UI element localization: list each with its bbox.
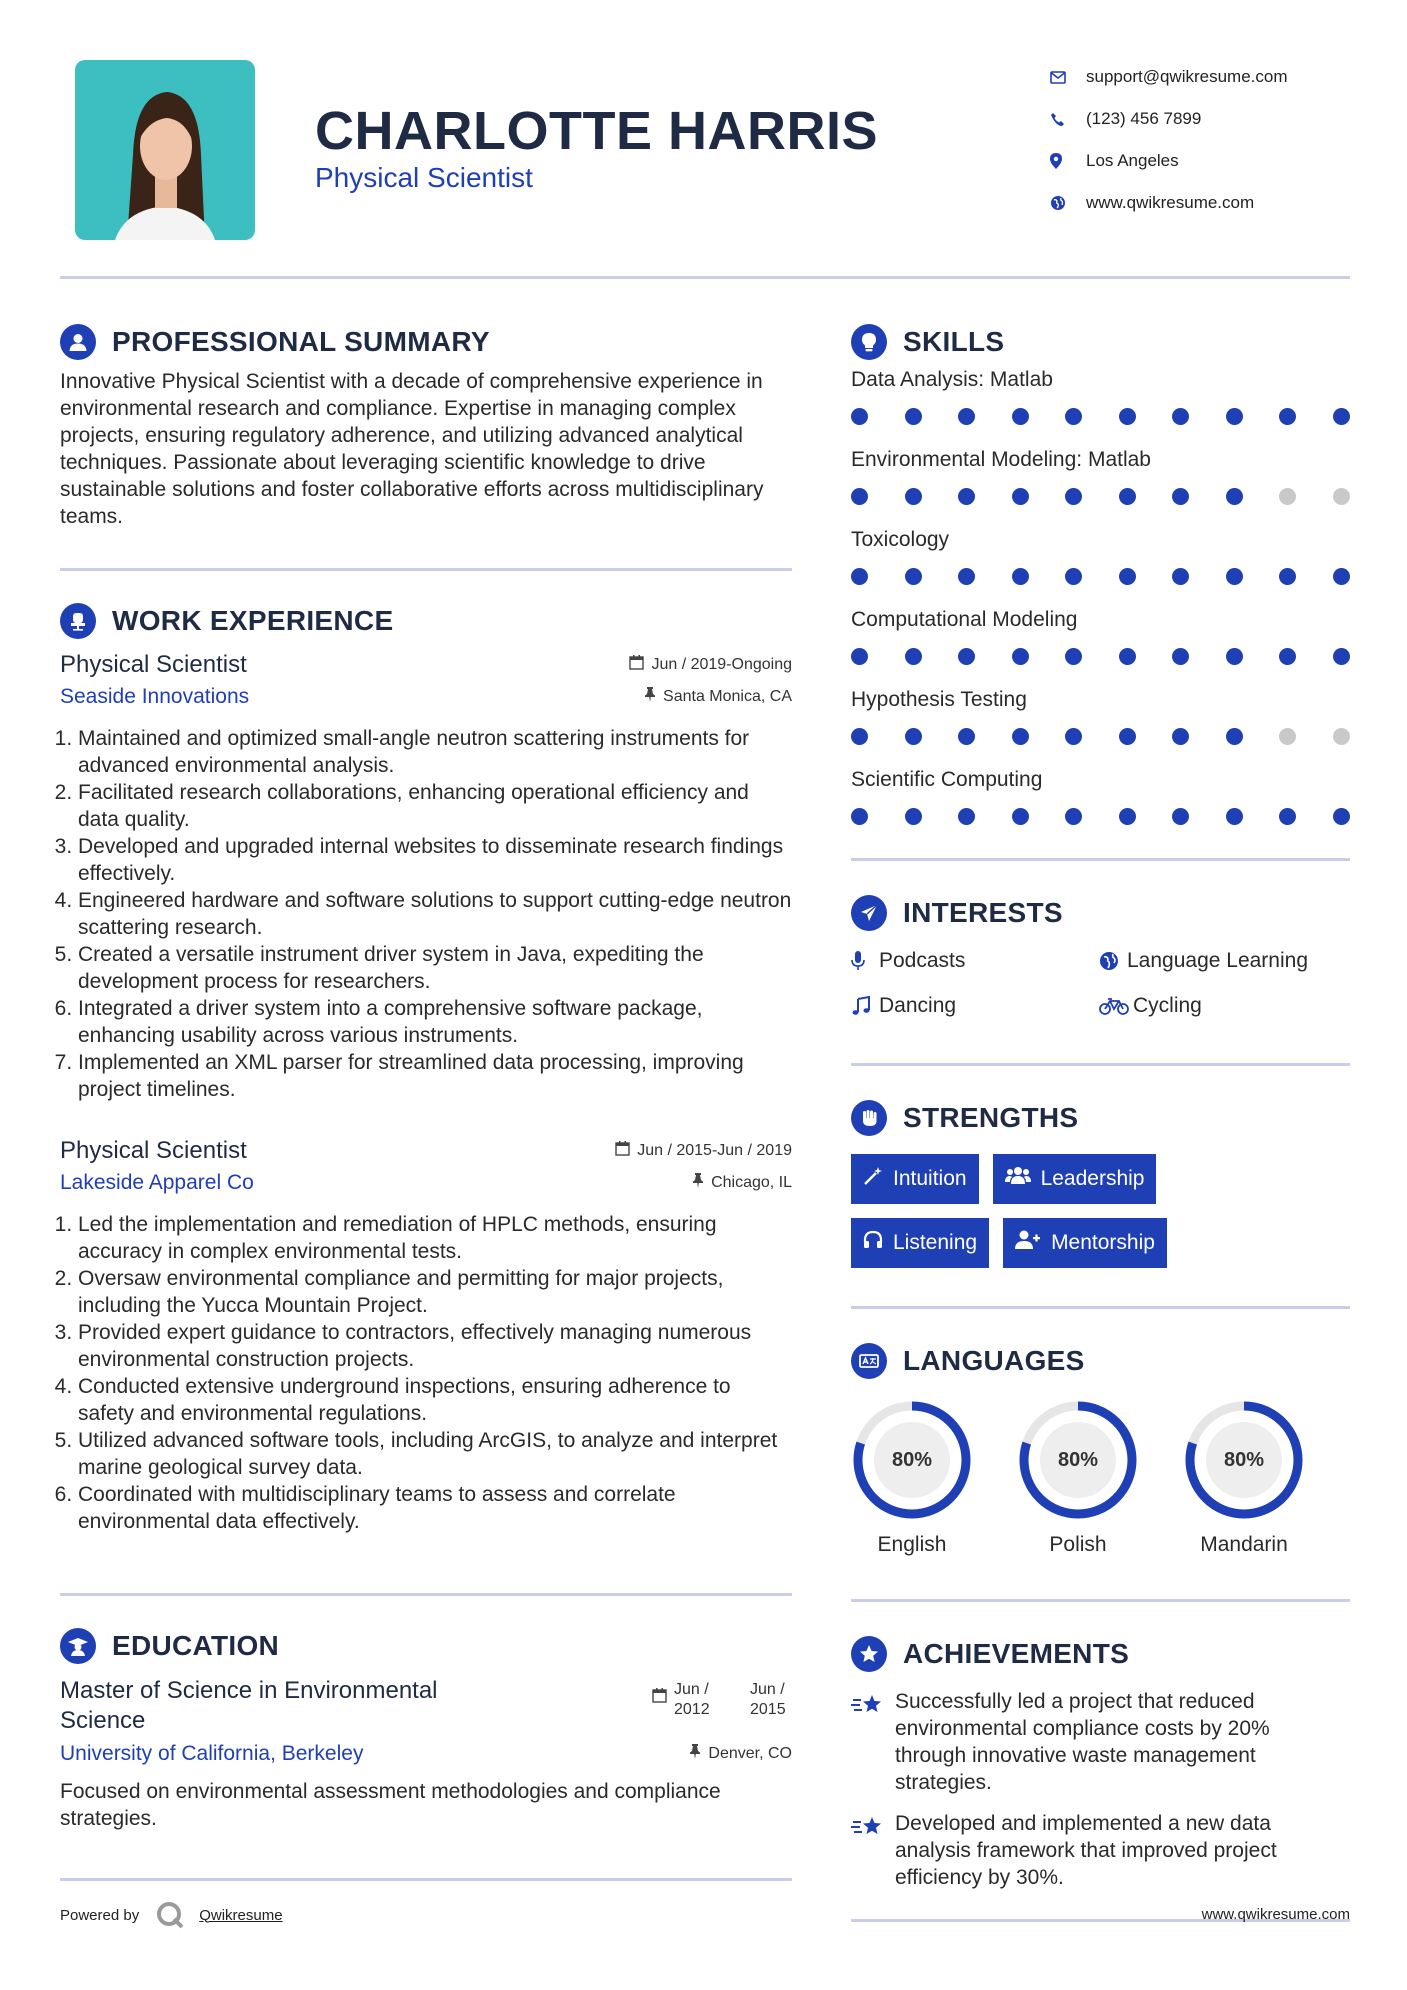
interest-item: Podcasts (851, 947, 1099, 974)
rating-dot-filled (905, 488, 922, 505)
rating-dot-empty (1333, 488, 1350, 505)
degree-title: Master of Science in Environmental Science (60, 1677, 438, 1734)
list-item: 6. Integrated a driver system into a comprehensive software package, enhancing usability across various instruments. (78, 995, 792, 1049)
skill-item (851, 528, 1350, 602)
job-title: Physical Scientist (60, 651, 247, 678)
languages-list (851, 1399, 1350, 1557)
rating-dot-filled (851, 408, 868, 425)
list-item: 3. Developed and upgraded internal websites to disseminate research findings effectively. (78, 833, 792, 887)
calendar-icon (652, 1688, 667, 1708)
contact-email[interactable] (1050, 56, 1380, 98)
rating-dot-filled (905, 568, 922, 585)
graduate-icon (60, 1628, 96, 1664)
section-divider (60, 1878, 792, 1881)
language-percent: 80% (1057, 1448, 1099, 1471)
microphone-icon (851, 951, 879, 971)
rating-dot-filled (851, 808, 868, 825)
list-item: 3. Provided expert guidance to contractors, effectively managing numerous environmental construction projects. (78, 1319, 792, 1373)
education-title: EDUCATION (112, 1630, 280, 1661)
rating-dot-filled (1119, 728, 1136, 745)
list-item: 5. Created a versatile instrument driver system in Java, expediting the development process for researchers. (78, 941, 792, 995)
skill-rating (851, 476, 1350, 522)
section-divider (851, 1306, 1350, 1309)
rating-dot-filled (851, 568, 868, 585)
job-entry (60, 651, 792, 1103)
strengths-title: STRENGTHS (903, 1102, 1079, 1133)
section-divider (851, 1063, 1350, 1066)
magic-wand-icon (863, 1166, 883, 1192)
list-item: 2. Oversaw environmental compliance and permitting for major projects, including the Yucca Mountain Project. (78, 1265, 792, 1319)
rating-dot-filled (958, 488, 975, 505)
skill-name: Data Analysis: Matlab (851, 368, 1053, 391)
rating-dot-filled (958, 568, 975, 585)
job-title: Physical Scientist (60, 1137, 247, 1164)
languages-heading (851, 1339, 1350, 1383)
contact-list (1050, 56, 1380, 224)
user-icon (60, 324, 96, 360)
skill-name: Environmental Modeling: Matlab (851, 448, 1151, 471)
footer-powered (60, 1900, 283, 1930)
rating-dot-filled (958, 728, 975, 745)
user-plus-icon (1015, 1230, 1041, 1256)
language-item (1183, 1399, 1305, 1557)
shooting-star-icon (851, 1810, 895, 1845)
rating-dot-empty (1279, 488, 1296, 505)
shooting-star-icon (851, 1688, 895, 1723)
experience-heading (60, 599, 792, 643)
rating-dot-filled (851, 488, 868, 505)
list-item: 1. Maintained and optimized small-angle neutron scattering instruments for advanced environmental analysis. (78, 725, 792, 779)
list-item: 1. Led the implementation and remediation of HPLC methods, ensuring accuracy in complex environmental tests. (78, 1211, 792, 1265)
education-end-date: Jun / 2015 (750, 1681, 786, 1718)
skill-name: Computational Modeling (851, 608, 1078, 631)
strength-tag: Listening (851, 1218, 989, 1268)
strengths-list (851, 1154, 1231, 1268)
rating-dot-filled (1333, 568, 1350, 585)
job-bullets (60, 1211, 792, 1535)
rating-dot-filled (1279, 808, 1296, 825)
skills-title: SKILLS (903, 326, 1005, 357)
rating-dot-filled (1172, 728, 1189, 745)
language-name: Polish (1049, 1533, 1107, 1556)
school-name: University of California, Berkeley (60, 1742, 364, 1765)
job-location: Chicago, IL (692, 1173, 792, 1193)
interest-item: Dancing (851, 992, 1099, 1019)
envelope-icon (1050, 71, 1086, 84)
strength-tag: Mentorship (1003, 1218, 1167, 1268)
candidate-title: Physical Scientist (315, 162, 533, 193)
section-divider (60, 1593, 792, 1596)
rating-dot-filled (1119, 648, 1136, 665)
section-divider (60, 568, 792, 571)
rating-dot-filled (1226, 648, 1243, 665)
contact-phone[interactable] (1050, 98, 1380, 140)
achievement-item: Successfully led a project that reduced environmental compliance costs by 20% through innovative waste management strategies. (851, 1688, 1350, 1796)
rating-dot-empty (1333, 728, 1350, 745)
skill-rating (851, 636, 1350, 682)
education-text: Focused on environmental assessment methodologies and compliance strategies. (60, 1780, 721, 1830)
rating-dot-filled (1065, 488, 1082, 505)
calendar-icon (629, 655, 644, 675)
rating-dot-filled (958, 408, 975, 425)
achievements-heading (851, 1632, 1350, 1676)
rating-dot-filled (1012, 568, 1029, 585)
language-percent: 80% (891, 1448, 933, 1471)
pushpin-icon (644, 687, 656, 707)
paper-plane-icon (851, 895, 887, 931)
rating-dot-filled (1012, 648, 1029, 665)
users-icon (1005, 1166, 1031, 1192)
list-item: 2. Facilitated research collaborations, enhancing operational efficiency and data quality. (78, 779, 792, 833)
rating-dot-filled (1012, 488, 1029, 505)
header-divider (60, 276, 1350, 279)
rating-dot-filled (1012, 808, 1029, 825)
headphones-icon (863, 1230, 883, 1256)
left-column (60, 320, 792, 1881)
summary-heading (60, 320, 792, 364)
section-divider (851, 1599, 1350, 1602)
rating-dot-filled (851, 648, 868, 665)
rating-dot-filled (1119, 488, 1136, 505)
summary-title: PROFESSIONAL SUMMARY (112, 326, 490, 357)
globe-icon (1050, 195, 1086, 211)
job-date: Jun / 2019-Ongoing (629, 655, 792, 675)
rating-dot-filled (1226, 728, 1243, 745)
list-item: 6. Coordinated with multidisciplinary teams to assess and correlate environmental data effectively. (78, 1481, 792, 1535)
rating-dot-filled (1119, 568, 1136, 585)
rating-dot-filled (1119, 408, 1136, 425)
rating-dot-filled (1279, 408, 1296, 425)
interests-title: INTERESTS (903, 897, 1063, 928)
job-bullets (60, 725, 792, 1103)
interest-item: Language Learning (1099, 947, 1349, 974)
education-location: Denver, CO (689, 1744, 792, 1764)
skill-item (851, 448, 1350, 522)
rating-dot-filled (1279, 648, 1296, 665)
qwikresume-link[interactable]: Qwikresume (199, 1906, 283, 1924)
education-entry (60, 1676, 792, 1832)
language-progress-ring (851, 1399, 973, 1521)
experience-title: WORK EXPERIENCE (112, 605, 394, 636)
rating-dot-filled (1119, 808, 1136, 825)
education-date (652, 1680, 792, 1720)
skill-item (851, 768, 1350, 842)
briefcase-chair-icon (60, 603, 96, 639)
rating-dot-filled (905, 408, 922, 425)
rating-dot-empty (1279, 728, 1296, 745)
powered-by-text: Powered by (60, 1906, 140, 1924)
list-item: 4. Engineered hardware and software solutions to support cutting-edge neutron scattering research. (78, 887, 792, 941)
skill-rating (851, 396, 1350, 442)
contact-location (1050, 140, 1380, 182)
rating-dot-filled (1065, 808, 1082, 825)
map-pin-icon (1050, 153, 1086, 169)
contact-website-text: www.qwikresume.com (1086, 193, 1255, 212)
skills-list (851, 368, 1350, 842)
interest-item: Cycling (1099, 992, 1349, 1019)
company-name: Seaside Innovations (60, 685, 250, 708)
achievements-title: ACHIEVEMENTS (903, 1638, 1130, 1669)
rating-dot-filled (958, 648, 975, 665)
skill-name: Hypothesis Testing (851, 688, 1027, 711)
rating-dot-filled (1226, 488, 1243, 505)
music-note-icon (851, 996, 879, 1016)
skill-rating (851, 556, 1350, 602)
rating-dot-filled (1333, 648, 1350, 665)
interests-list (851, 947, 1350, 1019)
bicycle-icon (1099, 997, 1133, 1015)
lightbulb-icon (851, 324, 887, 360)
candidate-name: CHARLOTTE HARRIS (315, 101, 878, 161)
skill-rating (851, 716, 1350, 762)
language-item (1017, 1399, 1139, 1557)
rating-dot-filled (1333, 408, 1350, 425)
achievements-list (851, 1688, 1350, 1891)
rating-dot-filled (905, 648, 922, 665)
rating-dot-filled (1172, 568, 1189, 585)
strength-tag: Intuition (851, 1154, 979, 1204)
skill-item (851, 368, 1350, 442)
language-percent: 80% (1223, 1448, 1265, 1471)
contact-location-text: Los Angeles (1086, 151, 1179, 170)
achievement-item: Developed and implemented a new data analysis framework that improved project efficiency by 30%. (851, 1810, 1350, 1891)
language-progress-ring (1017, 1399, 1139, 1521)
strengths-heading (851, 1096, 1350, 1140)
rating-dot-filled (1065, 648, 1082, 665)
rating-dot-filled (905, 808, 922, 825)
skills-heading (851, 320, 1350, 364)
rating-dot-filled (1065, 568, 1082, 585)
rating-dot-filled (851, 728, 868, 745)
profile-photo (75, 60, 255, 240)
strength-tag: Leadership (993, 1154, 1157, 1204)
rating-dot-filled (1333, 808, 1350, 825)
skill-rating (851, 796, 1350, 842)
rating-dot-filled (1172, 408, 1189, 425)
job-date: Jun / 2015-Jun / 2019 (615, 1141, 792, 1161)
pushpin-icon (692, 1173, 704, 1193)
rating-dot-filled (1065, 408, 1082, 425)
rating-dot-filled (1172, 488, 1189, 505)
summary-text: Innovative Physical Scientist with a decade of comprehensive experience in environmental research and compliance. Expertise in managing complex projects, ensuring regulatory adherence, and utilizing advanced analytical techniques. Passionate about leveraging scientific knowledge to drive sustainable solutions and foster collaborative efforts across multidisciplinary teams. (60, 370, 764, 528)
globe-icon (1099, 951, 1127, 971)
rating-dot-filled (1065, 728, 1082, 745)
rating-dot-filled (1172, 808, 1189, 825)
list-item: 5. Utilized advanced software tools, including ArcGIS, to analyze and interpret marine geological survey data. (78, 1427, 792, 1481)
calendar-icon (615, 1141, 630, 1161)
rating-dot-filled (1226, 408, 1243, 425)
rating-dot-filled (958, 808, 975, 825)
rating-dot-filled (905, 728, 922, 745)
rating-dot-filled (1012, 408, 1029, 425)
star-badge-icon (851, 1636, 887, 1672)
pushpin-icon (689, 1744, 701, 1764)
rating-dot-filled (1012, 728, 1029, 745)
education-heading (60, 1624, 792, 1668)
language-name: Mandarin (1200, 1533, 1288, 1556)
language-name: English (877, 1533, 947, 1556)
rating-dot-filled (1279, 568, 1296, 585)
interests-heading (851, 891, 1350, 935)
contact-email-text: support@qwikresume.com (1086, 67, 1288, 86)
contact-website[interactable] (1050, 182, 1380, 224)
language-icon (851, 1343, 887, 1379)
language-item (851, 1399, 973, 1557)
phone-icon (1050, 112, 1086, 127)
job-entry (60, 1137, 792, 1535)
fist-icon (851, 1100, 887, 1136)
qwikresume-logo-icon (155, 1900, 185, 1930)
list-item: 7. Implemented an XML parser for streamlined data processing, improving project timelines. (78, 1049, 792, 1103)
right-column (851, 320, 1350, 1922)
skill-name: Scientific Computing (851, 768, 1043, 791)
company-name: Lakeside Apparel Co (60, 1171, 254, 1194)
list-item: 4. Conducted extensive underground inspections, ensuring adherence to safety and environmental regulations. (78, 1373, 792, 1427)
footer-url[interactable]: www.qwikresume.com (1201, 1906, 1350, 1923)
languages-title: LANGUAGES (903, 1345, 1085, 1376)
skill-item (851, 688, 1350, 762)
rating-dot-filled (1226, 568, 1243, 585)
skill-name: Toxicology (851, 528, 950, 551)
contact-phone-text: (123) 456 7899 (1086, 109, 1202, 128)
language-progress-ring (1183, 1399, 1305, 1521)
skill-item (851, 608, 1350, 682)
rating-dot-filled (1172, 648, 1189, 665)
rating-dot-filled (1226, 808, 1243, 825)
education-start-date: Jun / 2012 (674, 1681, 710, 1718)
job-location: Santa Monica, CA (644, 687, 792, 707)
section-divider (851, 858, 1350, 861)
